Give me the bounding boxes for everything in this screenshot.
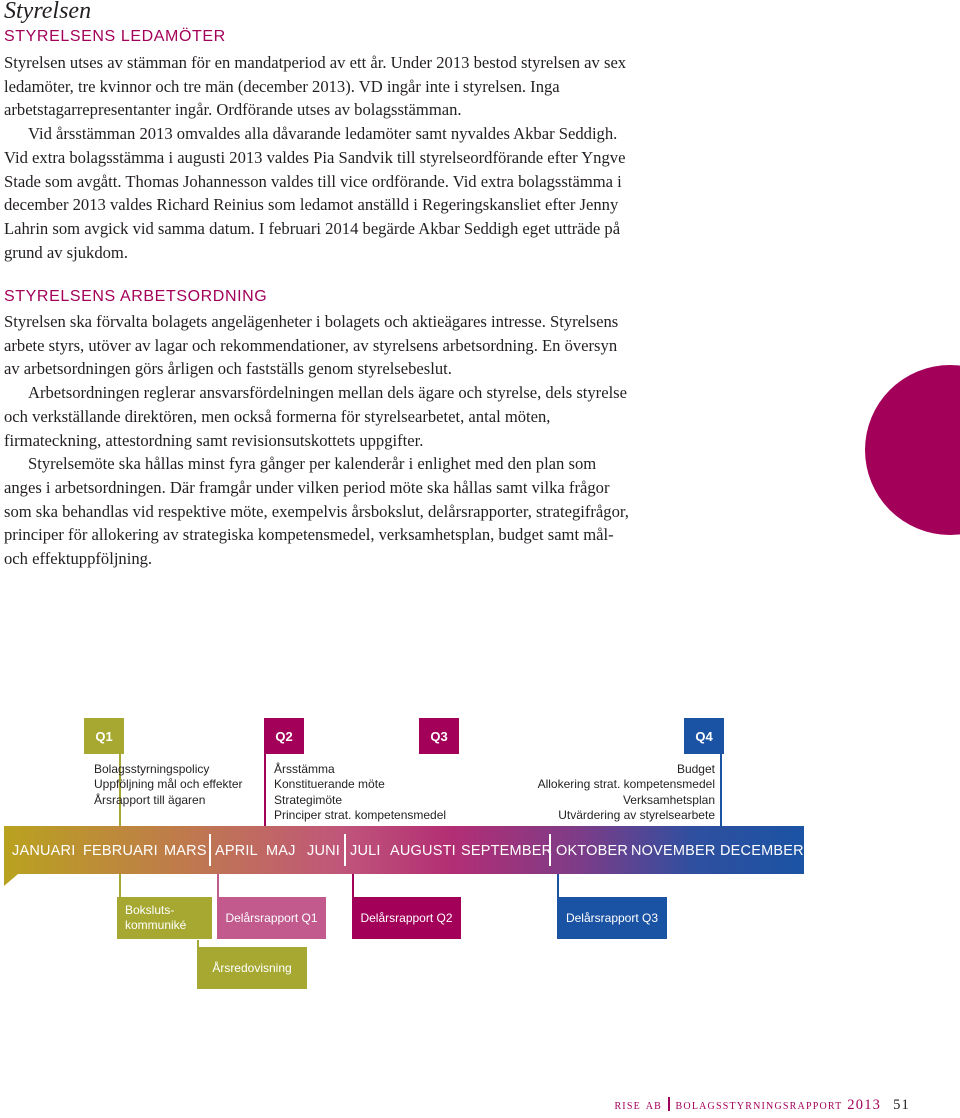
q1-activity-list bbox=[94, 762, 243, 808]
report-delarsrapport-q2: Delårsrapport Q2 bbox=[352, 897, 461, 939]
section-body-ledamoter bbox=[4, 51, 636, 264]
page-number: 51 bbox=[893, 1097, 910, 1113]
activity-item: Bolagsstyrningspolicy bbox=[94, 762, 210, 776]
month-label: FEBRUARI bbox=[83, 843, 158, 859]
connector bbox=[557, 874, 559, 898]
month-label: JUNI bbox=[307, 843, 341, 859]
q2-line bbox=[264, 754, 266, 826]
section-body-arbetsordning bbox=[4, 310, 636, 571]
quarter-label: Q1 bbox=[95, 728, 113, 744]
quarter-badge-q1 bbox=[84, 718, 124, 754]
activity-item: Principer strat. kompetensmedel bbox=[274, 808, 447, 823]
quarter-label: Q4 bbox=[695, 728, 713, 744]
quarter-label: Q3 bbox=[430, 728, 448, 744]
report-bokslutskommunike: Boksluts- kommuniké bbox=[117, 897, 212, 939]
section-heading-arbetsordning: STYRELSENS ARBETSORDNING bbox=[4, 288, 268, 305]
month-label: DECEMBER bbox=[720, 843, 804, 859]
activity-item: Årsstämma bbox=[274, 762, 335, 776]
paragraph: Styrelsen ska förvalta bolagets angelägenheter i bolagets och aktieägares intresse. Styrelsens arbete styrs, utöver av lagar och rekommendationer, av styrelsens arbetsordning. En översyn av arbetsordningen görs årligen och fastställs genom styrelsebeslut. bbox=[4, 312, 619, 379]
paragraph: Styrelsen utses av stämman för en mandatperiod av ett år. Under 2013 bestod styrelsen av sex ledamöter, tre kvinnor och tre män (december 2013). VD ingår inte i styrelsen. Inga arbetstagarrepresentanter ingår. Ordförande utses av bolagsstämman. bbox=[4, 53, 627, 120]
month-label: NOVEMBER bbox=[631, 843, 716, 859]
page-footer bbox=[614, 1097, 910, 1114]
footer-company: rise ab bbox=[614, 1097, 663, 1113]
quarter-badge-q4 bbox=[684, 718, 724, 754]
decorative-circle bbox=[865, 365, 960, 535]
q4-line bbox=[720, 754, 722, 826]
report-arsredovisning: Årsredovisning bbox=[197, 947, 307, 989]
paragraph: Styrelsemöte ska hållas minst fyra gånger per kalenderår i enlighet med den plan som anges i arbetsordningen. Där framgår under vilken period möte ska hållas samt vilka frågor som ska behandlas vid respektive möte, exempelvis årsbokslut, delårsrapporter, strategifrågor, principer för allokering av strategiska kompetensmedel, verksamhetsplan, budget samt mål- och effektuppföljning. bbox=[4, 454, 629, 569]
activity-item: Budget bbox=[676, 762, 715, 776]
connector bbox=[217, 874, 219, 898]
month-label: MAJ bbox=[266, 843, 296, 859]
footer-report: bolagsstyrningsrapport 2013 bbox=[675, 1097, 882, 1113]
quarter-badge-q2 bbox=[264, 718, 304, 754]
activity-item: Konstituerande möte bbox=[274, 777, 385, 792]
month-label: AUGUSTI bbox=[390, 843, 456, 859]
activity-item: Utvärdering av styrelsearbete bbox=[558, 808, 715, 823]
activity-item: Strategimöte bbox=[274, 792, 343, 807]
report-delarsrapport-q1: Delårsrapport Q1 bbox=[217, 897, 326, 939]
paragraph: Vid årsstämman 2013 omvaldes alla dåvarande ledamöter samt nyvaldes Akbar Seddigh. Vid extra bolagsstämma i augusti 2013 valdes Pia Sandvik till styrelseordförande efter Yngve Stade som avgått. Thomas Johannesson valdes till vice ordförande. Vid extra bolagsstämma i december 2013 valdes Richard Reinius som ledamot anställd i Regeringskansliet efter Jenny Lahrin som avgick vid samma datum. I februari 2014 begärde Akbar Seddigh eget utträde på grund av sjukdom. bbox=[4, 124, 626, 262]
quarter-separator bbox=[344, 834, 346, 866]
q2-activity-list bbox=[274, 762, 446, 824]
footer-divider bbox=[668, 1097, 670, 1111]
activity-item: Årsrapport till ägaren bbox=[94, 792, 206, 807]
month-label: JULI bbox=[350, 843, 381, 859]
month-label: MARS bbox=[164, 843, 207, 859]
paragraph: Arbetsordningen reglerar ansvarsfördelningen mellan dels ägare och styrelse, dels styrelse och verkställande direktören, men också formerna för styrelsearbetet, antal möten, firmateckning, attestordning samt revisionsutskottets uppgifter. bbox=[4, 383, 628, 450]
page-title: Styrelsen bbox=[4, 0, 92, 24]
month-label: APRIL bbox=[215, 843, 258, 859]
connector bbox=[119, 874, 121, 898]
section-heading-ledamoter: STYRELSENS LEDAMÖTER bbox=[4, 28, 226, 45]
month-label: SEPTEMBER bbox=[461, 843, 553, 859]
q4-activity-list bbox=[538, 762, 715, 824]
activity-item: Verksamhetsplan bbox=[622, 792, 715, 807]
report-delarsrapport-q3: Delårsrapport Q3 bbox=[557, 897, 667, 939]
month-label: OKTOBER bbox=[556, 843, 629, 859]
activity-item: Allokering strat. kompetensmedel bbox=[537, 777, 715, 792]
band-arrow bbox=[4, 874, 18, 886]
connector bbox=[352, 874, 354, 898]
quarter-label: Q2 bbox=[275, 728, 293, 744]
quarter-separator bbox=[209, 834, 211, 866]
activity-item: Uppföljning mål och effekter bbox=[94, 777, 243, 792]
quarter-badge-q3 bbox=[419, 718, 459, 754]
month-label: JANUARI bbox=[12, 843, 76, 859]
